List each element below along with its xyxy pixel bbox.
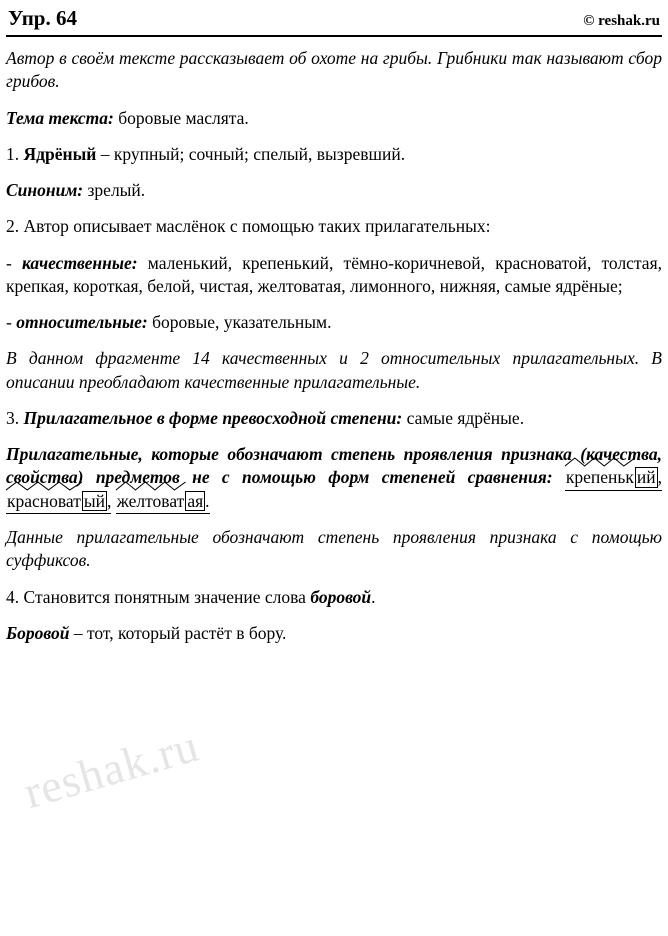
item1-number: 1. [6, 143, 24, 164]
item4-period: . [371, 586, 376, 607]
paragraph-theme [6, 107, 662, 130]
synonym-label: Синоним: [6, 180, 84, 201]
morph-word-2 [6, 490, 111, 513]
relative-list: боровые, указательным. [147, 312, 332, 333]
morph-after-3: . [205, 490, 210, 511]
item3-label: Прилагательное в форме превосходной степени: [23, 407, 403, 428]
paragraph-item-1 [6, 143, 662, 166]
paragraph-degree-note [6, 443, 662, 513]
paragraph-item-2 [6, 215, 662, 238]
morph-ending-2: ый [83, 490, 106, 511]
morph-underline-1 [565, 490, 662, 491]
paragraph-suffix-note [6, 526, 662, 573]
paragraph-borovoy [6, 622, 662, 645]
theme-value: боровые маслята. [113, 107, 249, 128]
morph-underline-3 [116, 513, 210, 514]
copyright-notice: © reshak.ru [583, 13, 660, 29]
paragraph-item-3 [6, 407, 662, 430]
morph-root-3 [116, 490, 186, 513]
item4-text: 4. Становится понятным значение слова [6, 586, 311, 607]
item2-text: 2. Автор описывает маслёнок с помощью таких прилагательных: [6, 216, 491, 237]
paragraph-synonym [6, 179, 662, 202]
paragraph-counts [6, 347, 662, 394]
paragraph-intro [6, 47, 662, 94]
relative-label: относительные: [16, 312, 148, 333]
suffix-note-text: Данные прилагательные обозначают степень проявления признака с помощью суффиксов. [6, 526, 662, 571]
qualitative-dash: - [6, 252, 22, 273]
document-content [6, 37, 662, 645]
qualitative-list: маленький, крепенький, тёмно-коричневой, красноватой, толстая, крепкая, короткая, белой, чистая, желтоватая, лимонного, нижняя, самые ядрёные; [6, 252, 663, 296]
synonym-value: зрелый. [83, 180, 146, 201]
item1-word: Ядрёный [23, 143, 97, 164]
page-header [6, 0, 662, 37]
root-arc-icon [116, 481, 186, 491]
morph-root-3-text: желтоват [116, 490, 185, 511]
morph-ending-3: ая [187, 490, 204, 511]
morph-root-2 [6, 490, 82, 513]
watermark: reshak.ru [18, 719, 205, 818]
borovoy-definition: – тот, который растёт в бору. [69, 622, 287, 643]
page-title: Упр. 64 [8, 6, 77, 30]
item3-number: 3. [6, 407, 24, 428]
paragraph-item-4 [6, 586, 662, 609]
root-arc-icon [565, 457, 635, 467]
item4-word: боровой [310, 586, 372, 607]
qualitative-label: качественные: [22, 252, 138, 273]
relative-dash: - [6, 312, 17, 333]
counts-text: В данном фрагменте 14 качественных и 2 относительных прилагательных. В описании преобладают качественные прилагательные. [6, 348, 662, 392]
morph-word-1 [565, 466, 662, 489]
morph-after-1: , [657, 467, 662, 488]
morph-after-2: , [107, 490, 112, 511]
borovoy-word: Боровой [6, 622, 70, 643]
item3-value: самые ядрёные. [402, 407, 525, 428]
morph-root-2-text: красноват [7, 490, 81, 511]
morph-root-1-text: крепеньк [565, 467, 634, 488]
morph-ending-1: ий [636, 467, 656, 488]
morph-underline-2 [6, 513, 111, 514]
intro-text: Автор в своём тексте рассказывает об охоте на грибы. Грибники так называют сбор грибов. [6, 48, 662, 92]
root-arc-icon [6, 481, 82, 491]
degree-note-text: Прилагательные, которые обозначают степень проявления признака (качества, свойства) предметов не с помощью форм степеней сравнения: [6, 444, 662, 488]
morph-root-1 [565, 466, 635, 489]
paragraph-qualitative [6, 252, 662, 299]
paragraph-relative [6, 311, 662, 334]
morph-word-3 [116, 490, 210, 513]
item1-definition: – крупный; сочный; спелый, вызревший. [96, 143, 406, 164]
theme-label: Тема текста: [6, 107, 114, 128]
